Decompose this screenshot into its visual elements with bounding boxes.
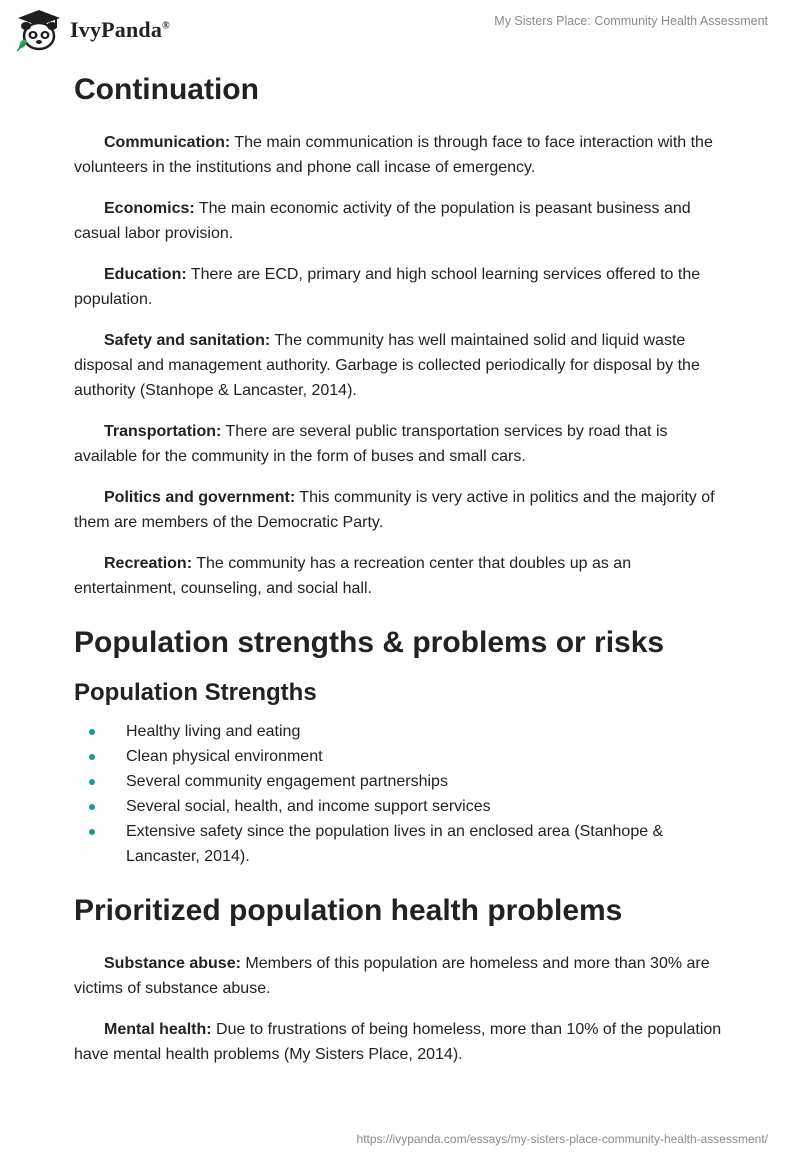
bullet-icon: [89, 754, 95, 760]
strengths-list: [74, 719, 734, 869]
paragraph-communication: Communication: The main communication is through face to face interaction with the volunteers in the institutions and phone call incase of emergency.: [74, 134, 713, 176]
section-heading-strengths-risks: Population strengths & problems or risks: [74, 626, 665, 659]
bullet-icon: [89, 729, 95, 735]
bullet-icon: [89, 829, 95, 835]
paragraph-recreation: Recreation: The community has a recreation center that doubles up as an entertainment, counseling, and social hall.: [74, 555, 632, 597]
list-item: Extensive safety since the population lives in an enclosed area (Stanhope & Lancaster, 2014).: [74, 819, 734, 869]
list-item: Clean physical environment: [74, 744, 734, 769]
bullet-icon: [89, 804, 95, 810]
paragraph-mental-health: Mental health: Due to frustrations of being homeless, more than 10% of the population have mental health problems (My Sisters Place, 2014).: [74, 1021, 722, 1063]
paragraph-transportation: Transportation: There are several public transportation services by road that is available for the community in the form of buses and small cars.: [74, 423, 668, 465]
panda-logo-icon: [14, 8, 64, 52]
paragraph-politics: Politics and government: This community is very active in politics and the majority of them are members of the Democratic Party.: [74, 489, 715, 531]
bullet-icon: [89, 779, 95, 785]
source-url-link[interactable]: https://ivypanda.com/essays/my-sisters-place-community-health-assessment/: [356, 1132, 768, 1146]
subheading-population-strengths: Population Strengths: [74, 679, 317, 706]
section-heading-health-problems: Prioritized population health problems: [74, 894, 623, 927]
brand-name: IvyPanda®: [70, 17, 170, 42]
article-content: [74, 70, 734, 1067]
paragraph-substance-abuse: Substance abuse: Members of this population are homeless and more than 30% are victims of substance abuse.: [74, 955, 710, 997]
paragraph-safety-sanitation: Safety and sanitation: The community has well maintained solid and liquid waste disposal and management authority. Garbage is collected periodically for disposal by the authority (Stanhope & Lancaster, 2014).: [74, 332, 700, 399]
ivypanda-logo[interactable]: [14, 8, 170, 52]
list-item: Several community engagement partnerships: [74, 769, 734, 794]
list-item: Healthy living and eating: [74, 719, 734, 744]
paragraph-economics: Economics: The main economic activity of the population is peasant business and casual labor provision.: [74, 200, 691, 242]
document-title: My Sisters Place: Community Health Assessment: [494, 14, 768, 28]
page-header: [0, 0, 800, 60]
paragraph-education: Education: There are ECD, primary and high school learning services offered to the population.: [74, 266, 701, 308]
list-item: Several social, health, and income support services: [74, 794, 734, 819]
section-heading-continuation: Continuation: [74, 73, 259, 106]
